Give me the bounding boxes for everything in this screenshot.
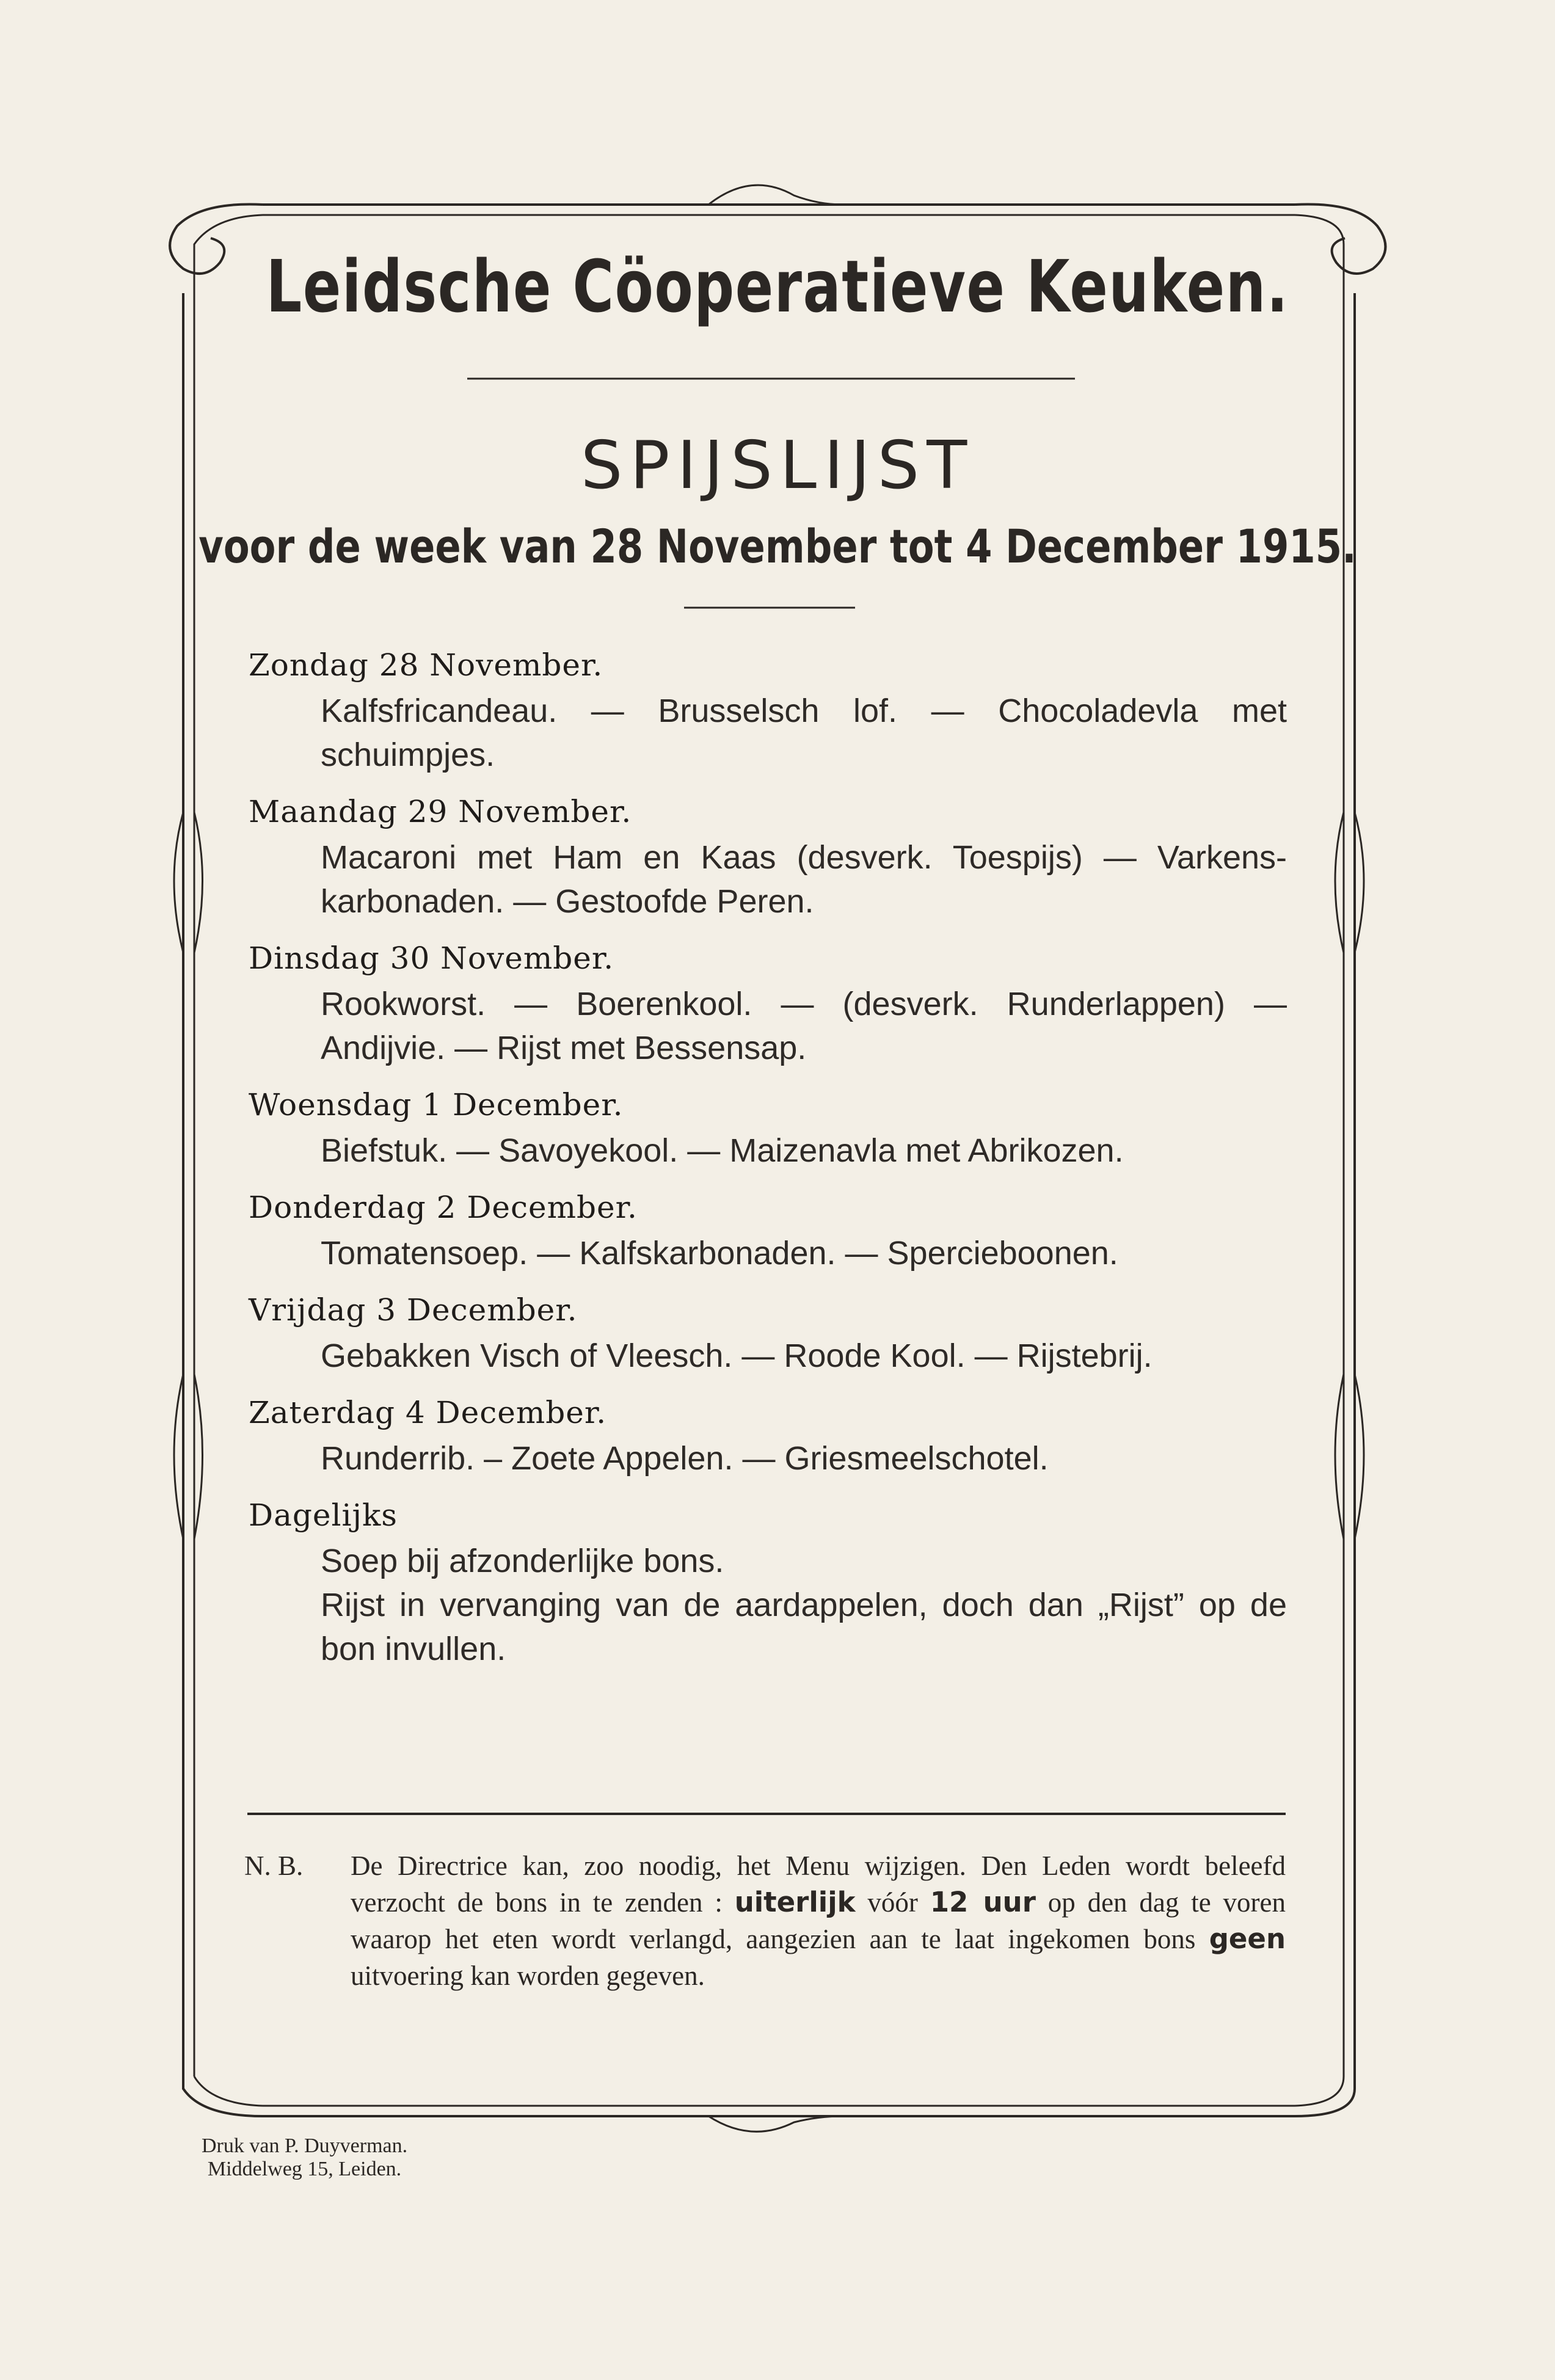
- day-heading: Zaterdag 4 December.: [249, 1395, 607, 1430]
- dish-line: Rookworst. — Boerenkool. — (desverk. Runderlappen) — Andijvie. — Rijst met Bessensap.: [321, 986, 1287, 1066]
- menu-day: [249, 1491, 1287, 1671]
- day-heading: Dagelijks: [249, 1498, 398, 1533]
- menu-list: [249, 641, 1287, 1682]
- dish-line: Biefstuk. — Savoyekool. — Maizenavla met Abrikozen.: [321, 1132, 1124, 1169]
- dish-line: Soep bij afzonderlijke bons.: [321, 1543, 724, 1579]
- dish-line: Macaroni met Ham en Kaas (desverk. Toespijs) — Varkens-karbonaden. — Gestoofde Peren.: [321, 839, 1287, 920]
- dish-line: Tomatensoep. — Kalfskarbonaden. — Spercieboonen.: [321, 1235, 1118, 1272]
- menu-day: [249, 1286, 1287, 1378]
- dish-line: Gebakken Visch of Vleesch. — Roode Kool. — Rijstebrij.: [321, 1337, 1153, 1374]
- printer-imprint: [202, 2134, 407, 2181]
- day-heading: Woensdag 1 December.: [249, 1087, 624, 1123]
- dish-list: [249, 689, 1287, 777]
- notice-text-part: vóór: [855, 1887, 930, 1918]
- notice-emphasis: geen: [1209, 1923, 1286, 1955]
- notice-text-part: uitvoering kan worden gegeven.: [351, 1960, 705, 1991]
- notice-text-part: De Directrice kan, zoo noodig, het Menu wijzigen. Den Leden wordt beleefd verzocht de bons in te zenden :: [351, 1851, 1286, 1918]
- dish-line: Kalfsfricandeau. — Brusselsch lof. — Chocoladevla met schuimpjes.: [321, 693, 1287, 773]
- week-range: voor de week van 28 November tot 4 December 1915.: [198, 519, 1357, 573]
- dish-list: [249, 835, 1287, 923]
- dish-list: [249, 1436, 1287, 1480]
- day-heading: Maandag 29 November.: [249, 794, 632, 829]
- dish-line: Rijst in vervanging van de aardappelen, doch dan „Rijst” op de bon invullen.: [321, 1587, 1287, 1667]
- dish-list: [249, 1334, 1287, 1378]
- dish-list: [249, 982, 1287, 1070]
- notice-label: N. B.: [244, 1851, 304, 1881]
- day-heading: Zondag 28 November.: [249, 647, 603, 683]
- menu-day: [249, 641, 1287, 777]
- printer-address: Middelweg 15, Leiden.: [207, 2158, 402, 2180]
- notice-block: [244, 1847, 1286, 1994]
- dish-list: [249, 1129, 1287, 1173]
- dish-list: [249, 1539, 1287, 1671]
- notice-emphasis: uiterlijk: [734, 1886, 856, 1918]
- divider-rule: [247, 1813, 1286, 1815]
- day-heading: Dinsdag 30 November.: [249, 941, 614, 976]
- notice-text: [351, 1847, 1286, 1994]
- menu-day: [249, 1389, 1287, 1480]
- day-heading: Donderdag 2 December.: [249, 1190, 638, 1225]
- menu-heading: SPIJSLIJST: [580, 428, 975, 504]
- dish-list: [249, 1231, 1287, 1275]
- page-title: Leidsche Cöoperatieve Keuken.: [266, 244, 1289, 329]
- notice-text-part: op den dag te voren waarop het eten wordt verlangd, aangezien aan te laat ingekomen bons: [351, 1887, 1286, 1954]
- menu-day: [249, 1184, 1287, 1275]
- menu-day: [249, 934, 1287, 1070]
- printer-name: Druk van P. Duyverman.: [202, 2134, 408, 2157]
- day-heading: Vrijdag 3 December.: [249, 1292, 578, 1328]
- dish-line: Runderrib. – Zoete Appelen. — Griesmeelschotel.: [321, 1440, 1049, 1477]
- menu-day: [249, 788, 1287, 923]
- notice-emphasis: 12 uur: [930, 1886, 1036, 1918]
- menu-day: [249, 1081, 1287, 1173]
